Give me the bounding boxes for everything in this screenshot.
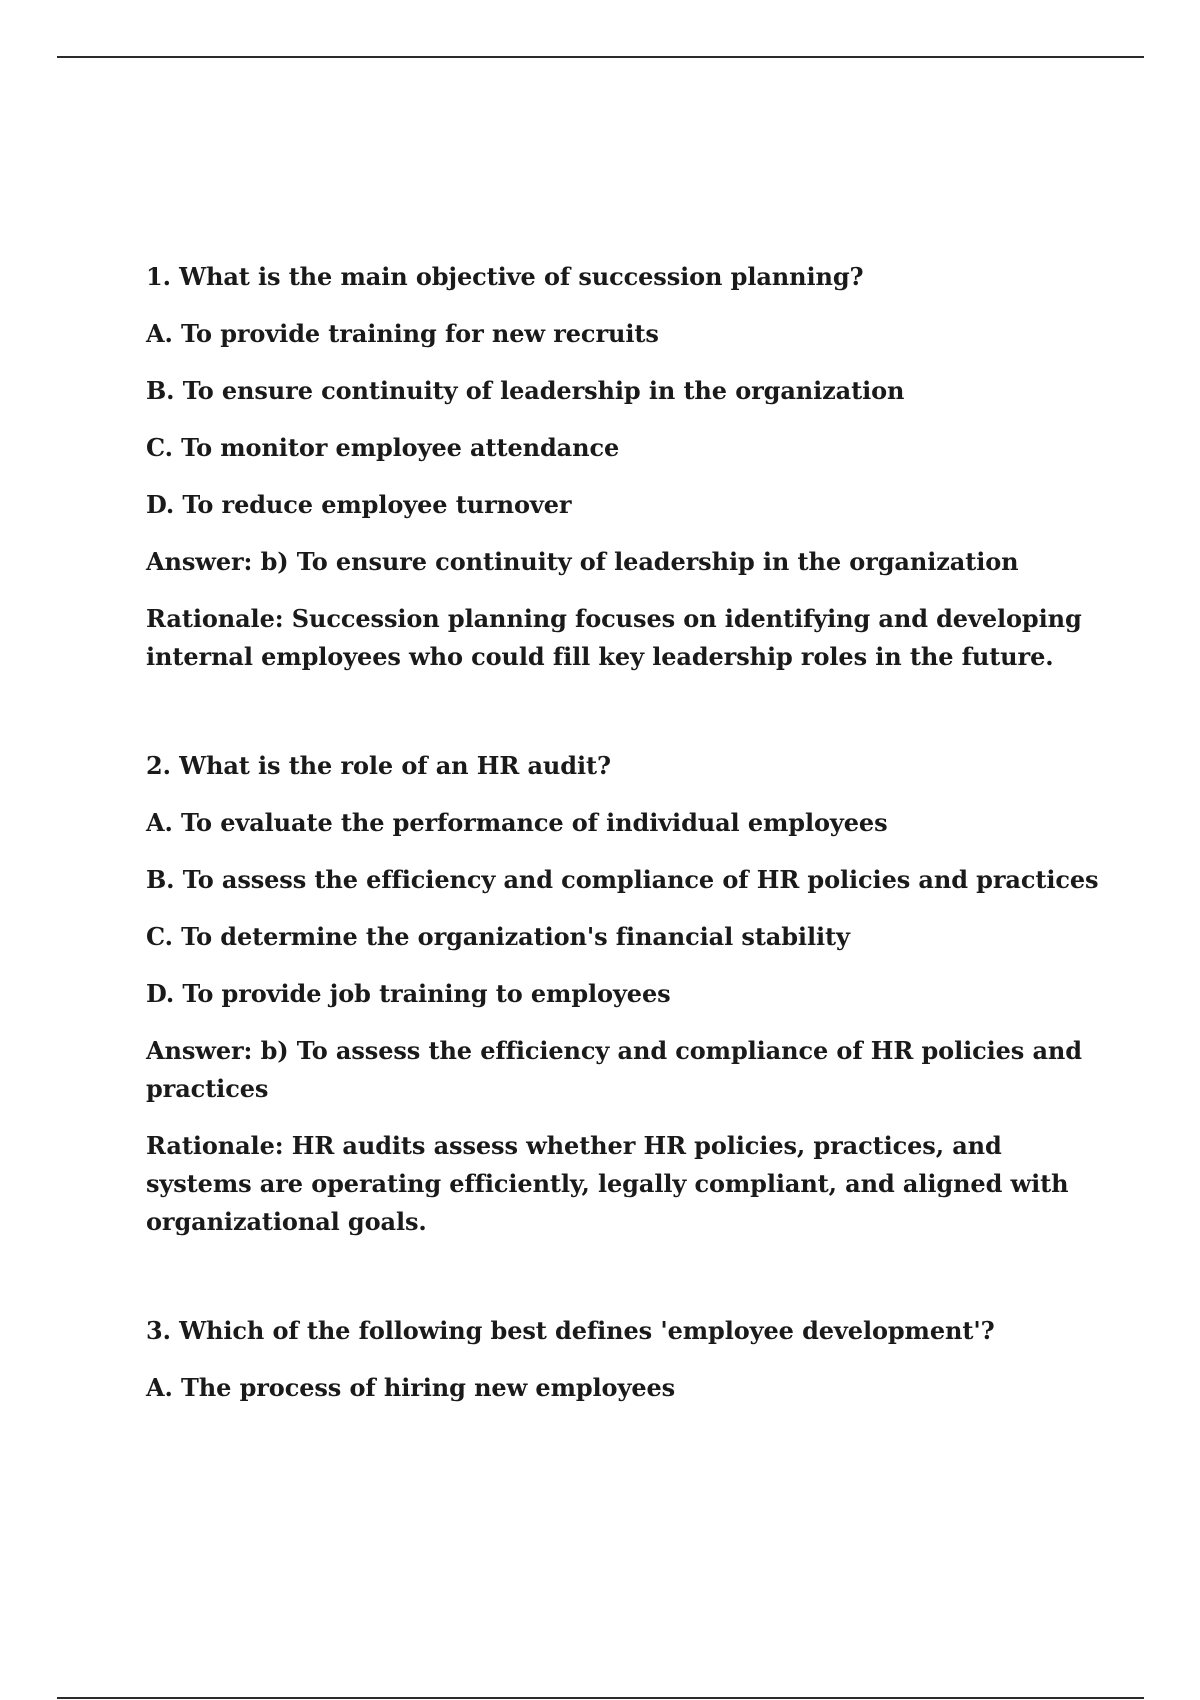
option-c: C. To monitor employee attendance [146,433,620,462]
question-block-1 [146,258,1106,676]
option-a: A. To provide training for new recruits [146,319,659,348]
rationale-text: Rationale: Succession planning focuses on identifying and developing internal employees who could fill key leadership roles in the future. [146,604,1082,671]
question-text: 3. Which of the following best defines 'employee development'? [146,1316,995,1345]
option-a: A. The process of hiring new employees [146,1373,676,1402]
question-block-2 [146,747,1106,1241]
footer-rule [57,1697,1144,1699]
question-block-3 [146,1312,1106,1407]
header-rule [57,56,1144,58]
answer-text: Answer: b) To assess the efficiency and compliance of HR policies and practices [146,1036,1082,1103]
option-c: C. To determine the organization's financial stability [146,922,850,951]
rationale-text: Rationale: HR audits assess whether HR policies, practices, and systems are operating efficiently, legally compliant, and aligned with organizational goals. [146,1131,1069,1236]
option-d: D. To provide job training to employees [146,979,671,1008]
page-content [146,258,1106,1478]
question-text: 1. What is the main objective of succession planning? [146,262,864,291]
option-a: A. To evaluate the performance of individual employees [146,808,888,837]
option-d: D. To reduce employee turnover [146,490,572,519]
option-b: B. To ensure continuity of leadership in the organization [146,376,905,405]
question-text: 2. What is the role of an HR audit? [146,751,611,780]
answer-text: Answer: b) To ensure continuity of leadership in the organization [146,547,1019,576]
option-b: B. To assess the efficiency and compliance of HR policies and practices [146,865,1099,894]
